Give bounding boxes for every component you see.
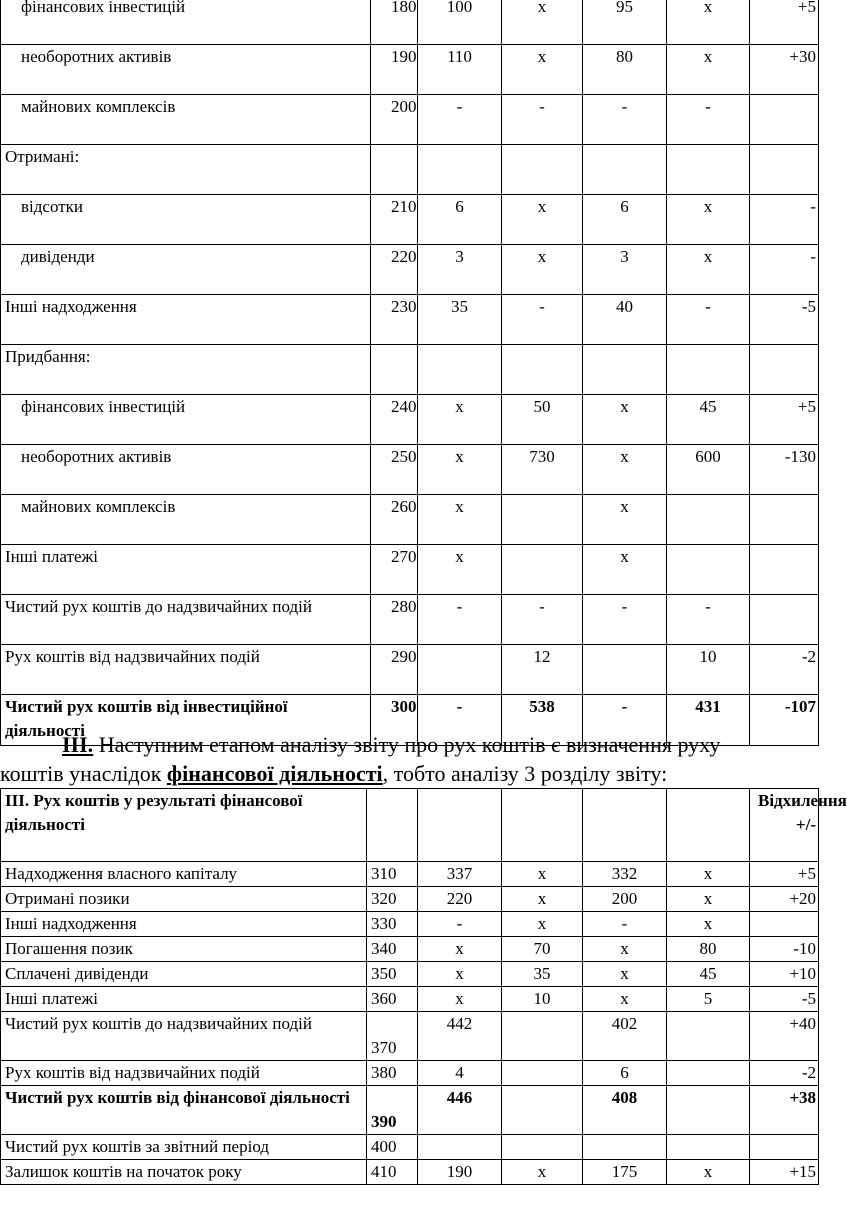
deviation-cell — [750, 545, 819, 595]
value-cell: 6 — [583, 195, 667, 245]
value-cell: - — [583, 595, 667, 645]
row-code: 360 — [367, 987, 418, 1012]
deviation-cell — [750, 595, 819, 645]
table-row — [1, 395, 819, 445]
value-cell: 175 — [583, 1160, 667, 1185]
section-intro-paragraph — [0, 730, 816, 788]
table-row — [1, 295, 819, 345]
value-cell — [418, 645, 502, 695]
value-cell: 446 — [418, 1086, 502, 1135]
value-cell — [667, 495, 750, 545]
row-code: 370 — [367, 1012, 418, 1061]
row-code: 390 — [367, 1086, 418, 1135]
value-cell: 10 — [502, 987, 583, 1012]
deviation-cell: - — [750, 245, 819, 295]
row-code: 400 — [367, 1135, 418, 1160]
deviation-cell — [750, 1135, 819, 1160]
row-label: Чистий рух коштів до надзвичайних подій — [1, 595, 371, 645]
row-code: 200 — [371, 95, 418, 145]
deviation-cell — [750, 495, 819, 545]
deviation-cell: +15 — [750, 1160, 819, 1185]
row-code: 330 — [367, 912, 418, 937]
value-cell — [502, 545, 583, 595]
value-cell — [502, 495, 583, 545]
value-cell: 402 — [583, 1012, 667, 1061]
deviation-cell: +20 — [750, 887, 819, 912]
table-row — [1, 445, 819, 495]
row-code: 300 — [371, 695, 418, 746]
row-label: Чистий рух коштів від фінансової діяльності — [1, 1086, 367, 1135]
value-cell: х — [418, 545, 502, 595]
value-cell — [583, 645, 667, 695]
value-cell — [418, 1135, 502, 1160]
value-cell: х — [502, 862, 583, 887]
table-row — [1, 595, 819, 645]
row-code: 320 — [367, 887, 418, 912]
table-row — [1, 912, 819, 937]
value-cell: - — [667, 295, 750, 345]
row-label: майнових комплексів — [1, 95, 371, 145]
value-cell: 50 — [502, 395, 583, 445]
value-cell: х — [418, 395, 502, 445]
row-code: 250 — [371, 445, 418, 495]
row-code: 210 — [371, 195, 418, 245]
value-cell: х — [667, 912, 750, 937]
value-cell: 35 — [418, 295, 502, 345]
row-code — [371, 145, 418, 195]
value-cell: х — [667, 0, 750, 45]
value-cell: 70 — [502, 937, 583, 962]
deviation-cell: -107 — [750, 695, 819, 746]
value-cell: 45 — [667, 395, 750, 445]
row-label: Придбання: — [1, 345, 371, 395]
value-cell: 332 — [583, 862, 667, 887]
paragraph-text-c: , тобто аналізу 3 розділу звіту: — [382, 761, 668, 786]
value-cell: 10 — [667, 645, 750, 695]
value-cell: - — [418, 695, 502, 746]
deviation-cell — [750, 145, 819, 195]
value-cell — [583, 145, 667, 195]
table-row — [1, 345, 819, 395]
paragraph-text-b: коштів унаслідок — [0, 761, 167, 786]
deviation-cell: +5 — [750, 395, 819, 445]
value-cell: 95 — [583, 0, 667, 45]
deviation-cell: - — [750, 195, 819, 245]
deviation-cell: +10 — [750, 962, 819, 987]
table-row — [1, 862, 819, 887]
row-label: Чистий рух коштів до надзвичайних подій — [1, 1012, 367, 1061]
table-row — [1, 95, 819, 145]
table-row — [1, 1061, 819, 1086]
row-code — [371, 345, 418, 395]
table-row — [1, 1135, 819, 1160]
deviation-cell: -5 — [750, 295, 819, 345]
value-cell: 80 — [667, 937, 750, 962]
value-cell — [667, 545, 750, 595]
row-code: 410 — [367, 1160, 418, 1185]
value-cell — [502, 1086, 583, 1135]
value-cell: - — [583, 95, 667, 145]
value-cell: 35 — [502, 962, 583, 987]
row-code: 340 — [367, 937, 418, 962]
table-row — [1, 645, 819, 695]
financial-activity-table — [0, 788, 847, 1185]
row-label: дивіденди — [1, 245, 371, 295]
value-cell — [667, 1086, 750, 1135]
table-row — [1, 937, 819, 962]
value-cell: 431 — [667, 695, 750, 746]
value-cell: х — [583, 445, 667, 495]
table-row — [1, 545, 819, 595]
value-cell — [418, 145, 502, 195]
value-cell: 100 — [418, 0, 502, 45]
row-code: 230 — [371, 295, 418, 345]
value-cell — [667, 1135, 750, 1160]
value-cell: - — [418, 912, 502, 937]
value-cell: - — [418, 95, 502, 145]
value-cell: х — [667, 887, 750, 912]
value-cell: х — [418, 495, 502, 545]
value-cell: 538 — [502, 695, 583, 746]
value-cell: х — [583, 987, 667, 1012]
value-cell: - — [667, 595, 750, 645]
value-cell: 3 — [418, 245, 502, 295]
value-cell: х — [502, 245, 583, 295]
row-label: Інші надходження — [1, 295, 371, 345]
value-cell: х — [502, 887, 583, 912]
value-cell: х — [418, 937, 502, 962]
row-label: Отримані позики — [1, 887, 367, 912]
value-cell: х — [583, 495, 667, 545]
value-cell: 408 — [583, 1086, 667, 1135]
value-cell: 600 — [667, 445, 750, 495]
table-header-row — [1, 789, 819, 862]
value-cell: - — [502, 595, 583, 645]
deviation-cell — [750, 345, 819, 395]
row-label: Погашення позик — [1, 937, 367, 962]
value-cell: х — [583, 395, 667, 445]
value-cell — [502, 1061, 583, 1086]
value-cell: х — [418, 445, 502, 495]
value-cell: 12 — [502, 645, 583, 695]
header-title: ІІІ. Рух коштів у результаті фінансової діяльності — [1, 789, 367, 862]
value-cell — [502, 1012, 583, 1061]
row-label: необоротних активів — [1, 45, 371, 95]
row-label: Чистий рух коштів за звітний період — [1, 1135, 367, 1160]
paragraph-emphasis: фінансової діяльності — [166, 761, 383, 786]
value-cell: х — [667, 1160, 750, 1185]
deviation-cell: +5 — [750, 862, 819, 887]
row-code: 290 — [371, 645, 418, 695]
row-code: 350 — [367, 962, 418, 987]
value-cell: х — [502, 912, 583, 937]
deviation-cell: +5 — [750, 0, 819, 45]
value-cell: х — [583, 937, 667, 962]
value-cell — [583, 1135, 667, 1160]
row-label: Інші надходження — [1, 912, 367, 937]
value-cell: х — [502, 195, 583, 245]
value-cell: х — [418, 987, 502, 1012]
value-cell: 80 — [583, 45, 667, 95]
table-row — [1, 1086, 819, 1135]
value-cell: - — [583, 695, 667, 746]
row-code: 220 — [371, 245, 418, 295]
value-cell: - — [502, 95, 583, 145]
deviation-cell — [750, 95, 819, 145]
row-label: фінансових інвестицій — [1, 395, 371, 445]
row-label: відсотки — [1, 195, 371, 245]
value-cell: - — [502, 295, 583, 345]
value-cell: - — [667, 95, 750, 145]
deviation-cell: -130 — [750, 445, 819, 495]
row-label: Отримані: — [1, 145, 371, 195]
value-cell — [502, 1135, 583, 1160]
value-cell — [418, 345, 502, 395]
value-cell: 6 — [583, 1061, 667, 1086]
value-cell — [667, 145, 750, 195]
table-row — [1, 195, 819, 245]
deviation-cell: -10 — [750, 937, 819, 962]
value-cell: 6 — [418, 195, 502, 245]
value-cell — [502, 145, 583, 195]
table-row — [1, 245, 819, 295]
value-cell: 40 — [583, 295, 667, 345]
value-cell: х — [502, 0, 583, 45]
row-label: Надходження власного капіталу — [1, 862, 367, 887]
value-cell: х — [583, 545, 667, 595]
value-cell: 220 — [418, 887, 502, 912]
value-cell: 45 — [667, 962, 750, 987]
deviation-cell: -5 — [750, 987, 819, 1012]
value-cell: 5 — [667, 987, 750, 1012]
paragraph-text-a: Наступним етапом аналізу звіту про рух коштів є визначення руху — [93, 732, 721, 757]
value-cell: х — [667, 45, 750, 95]
deviation-cell: +30 — [750, 45, 819, 95]
table-row — [1, 1160, 819, 1185]
table-row — [1, 495, 819, 545]
value-cell: х — [667, 862, 750, 887]
row-code: 260 — [371, 495, 418, 545]
value-cell: - — [418, 595, 502, 645]
table-row — [1, 45, 819, 95]
row-label: Сплачені дивіденди — [1, 962, 367, 987]
row-label: Інші платежі — [1, 987, 367, 1012]
value-cell: 730 — [502, 445, 583, 495]
deviation-cell: +38 — [750, 1086, 819, 1135]
table-row — [1, 0, 819, 45]
row-label: Чистий рух коштів від інвестиційної діяльності — [1, 695, 371, 746]
value-cell — [502, 345, 583, 395]
value-cell: 200 — [583, 887, 667, 912]
deviation-cell — [750, 912, 819, 937]
row-label: Інші платежі — [1, 545, 371, 595]
value-cell — [667, 1061, 750, 1086]
row-code: 270 — [371, 545, 418, 595]
table-row — [1, 987, 819, 1012]
value-cell: х — [583, 962, 667, 987]
row-label: Рух коштів від надзвичайних подій — [1, 645, 371, 695]
value-cell: х — [502, 1160, 583, 1185]
deviation-cell: +40 — [750, 1012, 819, 1061]
row-label: Рух коштів від надзвичайних подій — [1, 1061, 367, 1086]
table-row — [1, 1012, 819, 1061]
value-cell: - — [583, 912, 667, 937]
section-number: ІІІ. — [62, 732, 94, 757]
value-cell: х — [667, 195, 750, 245]
table-row — [1, 887, 819, 912]
table-row — [1, 145, 819, 195]
row-label: фінансових інвестицій — [1, 0, 371, 45]
header-deviation: Відхилення +/- — [750, 789, 819, 862]
row-label: Залишок коштів на початок року — [1, 1160, 367, 1185]
value-cell: х — [418, 962, 502, 987]
value-cell: 3 — [583, 245, 667, 295]
value-cell — [667, 1012, 750, 1061]
row-code: 280 — [371, 595, 418, 645]
value-cell — [667, 345, 750, 395]
row-code: 380 — [367, 1061, 418, 1086]
deviation-cell: -2 — [750, 645, 819, 695]
value-cell — [583, 345, 667, 395]
value-cell: 4 — [418, 1061, 502, 1086]
value-cell: 190 — [418, 1160, 502, 1185]
row-code: 240 — [371, 395, 418, 445]
table-row — [1, 962, 819, 987]
row-code: 310 — [367, 862, 418, 887]
value-cell: х — [667, 245, 750, 295]
value-cell: х — [502, 45, 583, 95]
row-label: необоротних активів — [1, 445, 371, 495]
row-label: майнових комплексів — [1, 495, 371, 545]
deviation-cell: -2 — [750, 1061, 819, 1086]
value-cell: 337 — [418, 862, 502, 887]
row-code: 180 — [371, 0, 418, 45]
row-code: 190 — [371, 45, 418, 95]
value-cell: 442 — [418, 1012, 502, 1061]
value-cell: 110 — [418, 45, 502, 95]
